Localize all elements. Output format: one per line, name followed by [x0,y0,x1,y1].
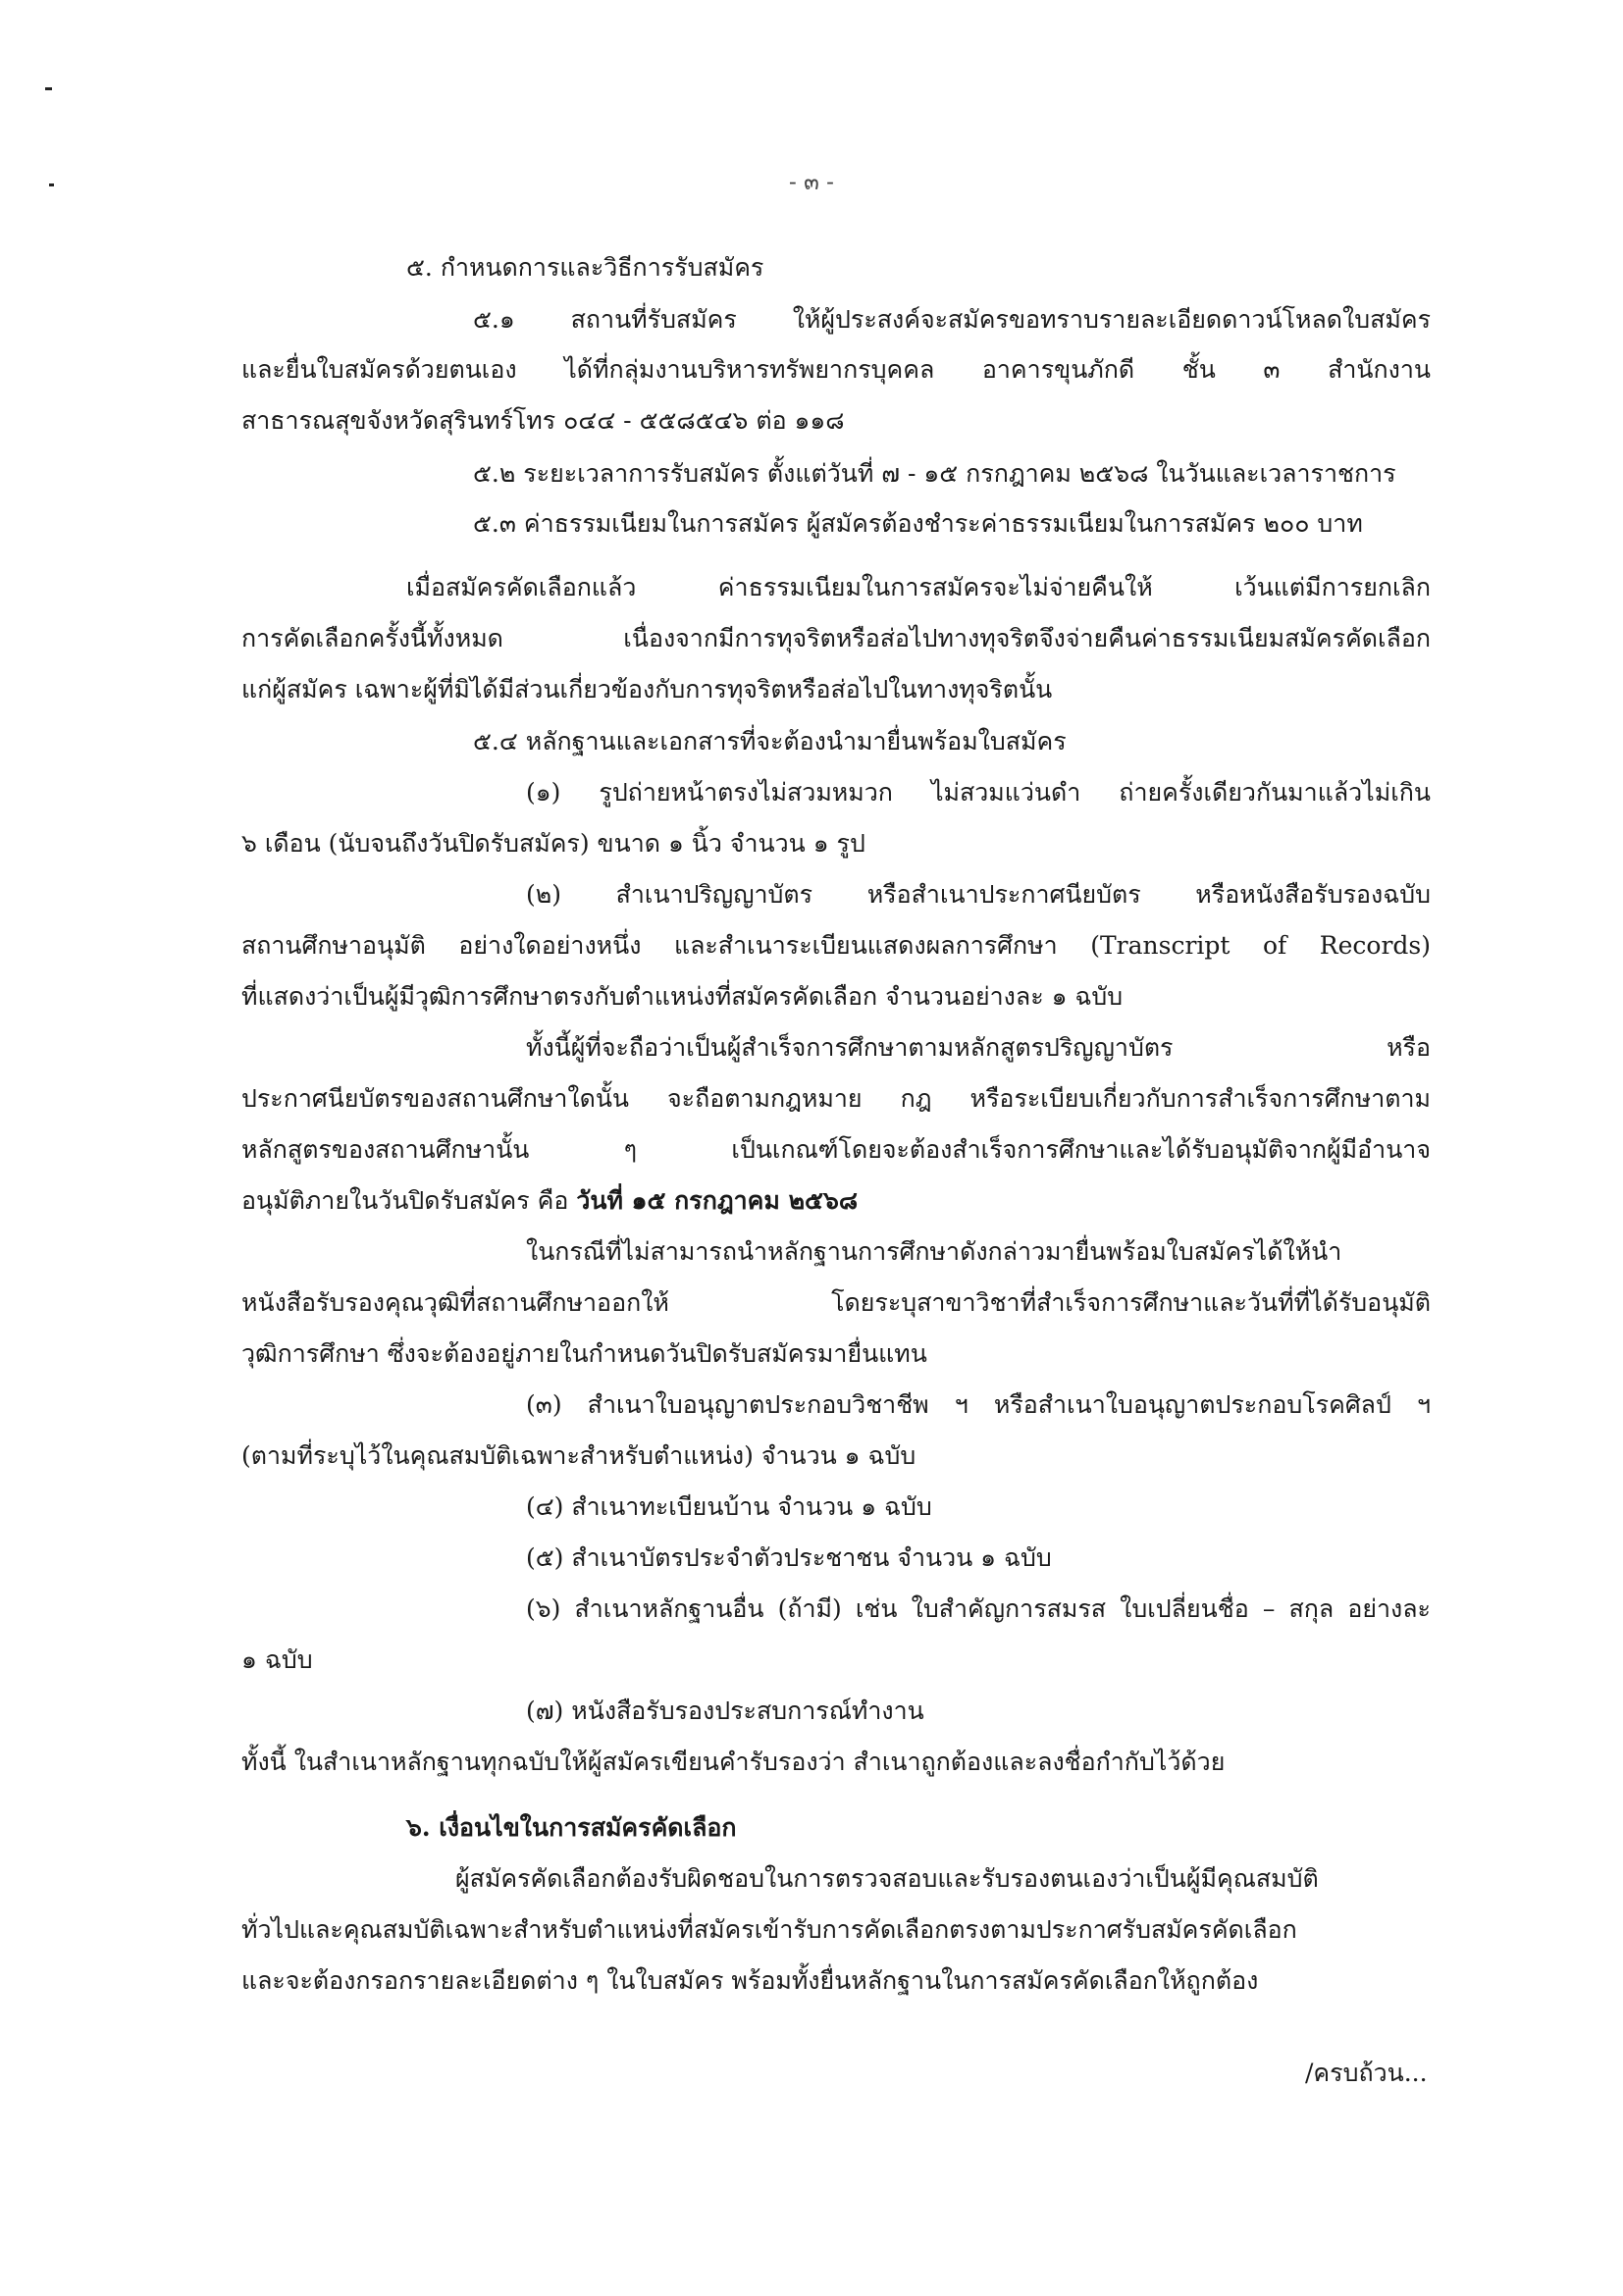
paragraph-line: (๗) หนังสือรับรองประสบการณ์ทำงาน [526,1696,924,1725]
paragraph-line: ที่แสดงว่าเป็นผู้มีวุฒิการศึกษาตรงกับตำแหน่งที่สมัครคัดเลือก จำนวนอย่างละ ๑ ฉบับ [241,982,1124,1011]
paragraph-line: ทั่วไปและคุณสมบัติเฉพาะสำหรับตำแหน่งที่สมัครเข้ารับการคัดเลือกตรงตามประกาศรับสมัครคัดเลือก [241,1915,1297,1944]
paragraph-line: ๕.๔ หลักฐานและเอกสารที่จะต้องนำมายื่นพร้อมใบสมัคร [473,727,1067,756]
paragraph-line: ๕.๒ ระยะเวลาการรับสมัคร ตั้งแต่วันที่ ๗ - ๑๕ กรกฎาคม ๒๕๖๘ ในวันและเวลาราชการ [473,459,1396,488]
paragraph-line: การคัดเลือกครั้งนี้ทั้งหมด เนื่องจากมีการทุจริตหรือส่อไปทางทุจริตจึงจ่ายคืนค่าธรรมเนียมสมัครคัดเลือก [241,624,1431,652]
paragraph-line: (๕) สำเนาบัตรประจำตัวประชาชน จำนวน ๑ ฉบับ [526,1543,1052,1572]
paragraph-line: (๔) สำเนาทะเบียนบ้าน จำนวน ๑ ฉบับ [526,1492,932,1521]
scan-mark [45,87,52,90]
paragraph-line: (ตามที่ระบุไว้ในคุณสมบัติเฉพาะสำหรับตำแหน่ง) จำนวน ๑ ฉบับ [241,1441,916,1470]
paragraph-line: และยื่นใบสมัครด้วยตนเอง ได้ที่กลุ่มงานบริหารทรัพยากรบุคคล อาคารขุนภักดี ชั้น ๓ สำนักงาน [241,355,1431,384]
paragraph-line: ๕.๑ สถานที่รับสมัคร ให้ผู้ประสงค์จะสมัครขอทราบรายละเอียดดาวน์โหลดใบสมัคร [473,305,1431,334]
paragraph-line: (๒) สำเนาปริญญาบัตร หรือสำเนาประกาศนียบัตร หรือหนังสือรับรองฉบับ [526,880,1431,909]
paragraph-line [241,1186,858,1216]
paragraph-line: หลักสูตรของสถานศึกษานั้น ๆ เป็นเกณฑ์โดยจะต้องสำเร็จการศึกษาและได้รับอนุมัติจากผู้มีอำนาจ [241,1135,1431,1164]
paragraph-line: ๑ ฉบับ [241,1645,313,1674]
page-number: - ๓ - [789,170,834,195]
paragraph-line: ผู้สมัครคัดเลือกต้องรับผิดชอบในการตรวจสอบและรับรองตนเองว่าเป็นผู้มีคุณสมบัติ [455,1864,1319,1893]
paragraph-line: วุฒิการศึกษา ซึ่งจะต้องอยู่ภายในกำหนดวันปิดรับสมัครมายื่นแทน [241,1339,927,1368]
paragraph-line: หนังสือรับรองคุณวุฒิที่สถานศึกษาออกให้ โดยระบุสาขาวิชาที่สำเร็จการศึกษาและวันที่ที่ได้รับอนุมัติ [241,1288,1431,1317]
paragraph-line: เมื่อสมัครคัดเลือกแล้ว ค่าธรรมเนียมในการสมัครจะไม่จ่ายคืนให้ เว้นแต่มีการยกเลิก [406,573,1431,601]
paragraph-line: สาธารณสุขจังหวัดสุรินทร์โทร ๐๔๔ - ๕๕๘๕๔๖ ต่อ ๑๑๘ [241,406,845,435]
section-5-heading: ๕. กำหนดการและวิธีการรับสมัคร [406,253,764,282]
paragraph-line: ทั้งนี้ ในสำเนาหลักฐานทุกฉบับให้ผู้สมัครเขียนคำรับรองว่า สำเนาถูกต้องและลงชื่อกำกับไว้ด้วย [241,1748,1226,1776]
paragraph-line: ๖ เดือน (นับจนถึงวันปิดรับสมัคร) ขนาด ๑ นิ้ว จำนวน ๑ รูป [241,829,865,858]
text-span: อนุมัติภายในวันปิดรับสมัคร คือ [241,1186,577,1215]
paragraph-line: (๓) สำเนาใบอนุญาตประกอบวิชาชีพ ฯ หรือสำเนาใบอนุญาตประกอบโรคศิลป์ ฯ [526,1390,1431,1419]
section-6-heading: ๖. เงื่อนไขในการสมัครคัดเลือก [406,1813,737,1842]
paragraph-line: ประกาศนียบัตรของสถานศึกษาใดนั้น จะถือตามกฎหมาย กฎ หรือระเบียบเกี่ยวกับการสำเร็จการศึกษาตาม [241,1084,1431,1113]
paragraph-line: (๑) รูปถ่ายหน้าตรงไม่สวมหมวก ไม่สวมแว่นดำ ถ่ายครั้งเดียวกันมาแล้วไม่เกิน [526,778,1431,807]
paragraph-line: ทั้งนี้ผู้ที่จะถือว่าเป็นผู้สำเร็จการศึกษาตามหลักสูตรปริญญาบัตร หรือ [526,1033,1431,1062]
closing-date: วันที่ ๑๕ กรกฎาคม ๒๕๖๘ [576,1186,859,1215]
continuation-note: /ครบถ้วน... [1305,2059,1428,2087]
paragraph-line: สถานศึกษาอนุมัติ อย่างใดอย่างหนึ่ง และสำเนาระเบียนแสดงผลการศึกษา (Transcript of Records) [241,931,1431,960]
paragraph-line: ๕.๓ ค่าธรรมเนียมในการสมัคร ผู้สมัครต้องชำระค่าธรรมเนียมในการสมัคร ๒๐๐ บาท [473,509,1363,538]
paragraph-line: แก่ผู้สมัคร เฉพาะผู้ที่มิได้มีส่วนเกี่ยวข้องกับการทุจริตหรือส่อไปในทางทุจริตนั้น [241,675,1053,704]
paragraph-line: ในกรณีที่ไม่สามารถนำหลักฐานการศึกษาดังกล่าวมายื่นพร้อมใบสมัครได้ให้นำ [526,1237,1342,1266]
paragraph-line: และจะต้องกรอกรายละเอียดต่าง ๆ ในใบสมัคร พร้อมทั้งยื่นหลักฐานในการสมัครคัดเลือกให้ถูกต้อง [241,1966,1259,1995]
paragraph-line: (๖) สำเนาหลักฐานอื่น (ถ้ามี) เช่น ใบสำคัญการสมรส ใบเปลี่ยนชื่อ – สกุล อย่างละ [526,1594,1431,1623]
